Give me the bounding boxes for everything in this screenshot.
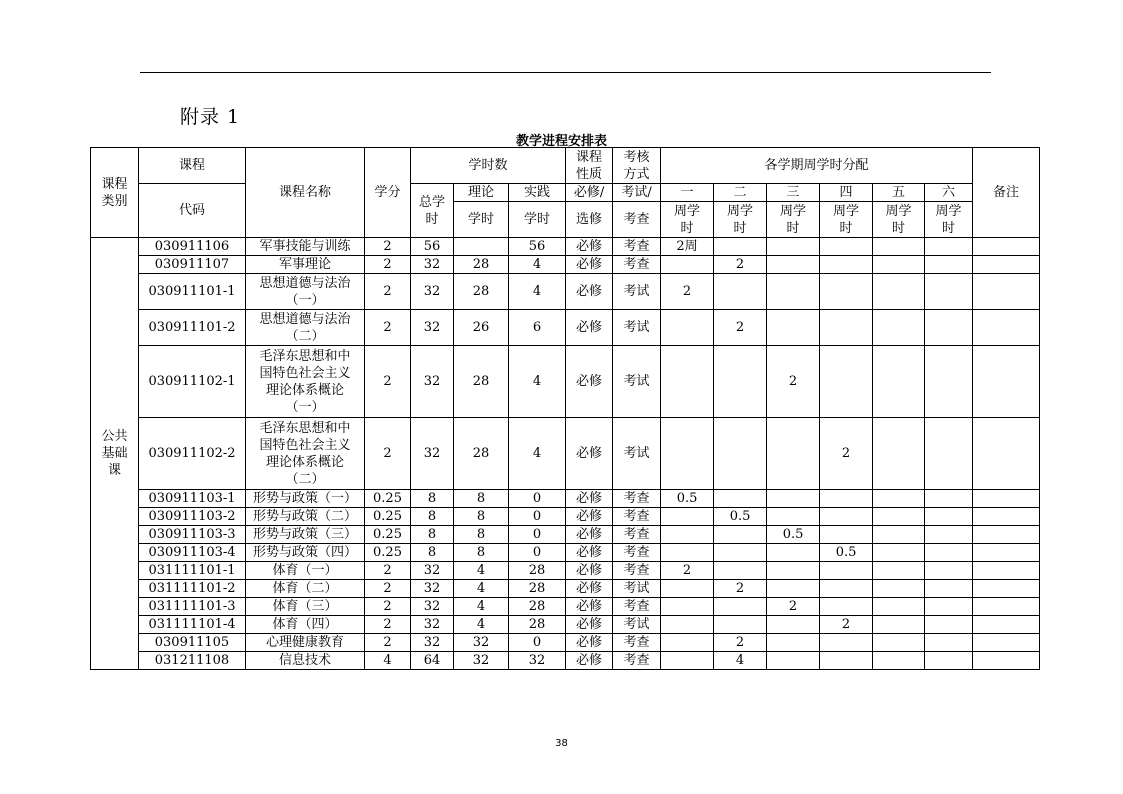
table-row (91, 238, 1040, 256)
table-row (91, 508, 1040, 526)
credit: 2 (365, 562, 411, 580)
course-code: 031111101-3 (139, 598, 246, 616)
credit: 0.25 (365, 490, 411, 508)
semester-2-hours (714, 418, 767, 490)
semester-1-hours (661, 508, 714, 526)
total-hours: 32 (411, 274, 454, 310)
theory-hours: 4 (454, 616, 509, 634)
credit: 2 (365, 274, 411, 310)
theory-hours: 8 (454, 544, 509, 562)
semester-1-hours (661, 418, 714, 490)
header-sem-unit: 周学 时 (820, 202, 873, 238)
semester-4-hours: 0.5 (820, 544, 873, 562)
header-category: 课程 类别 (91, 148, 139, 238)
remarks-cell (973, 490, 1040, 508)
semester-3-hours (767, 634, 820, 652)
exam-type: 考试 (613, 418, 661, 490)
header-semester-1: 一 (661, 184, 714, 202)
header-semester-3: 三 (767, 184, 820, 202)
course-nature: 必修 (566, 418, 613, 490)
course-nature: 必修 (566, 346, 613, 418)
header-semester-group: 各学期周学时分配 (661, 148, 973, 184)
semester-5-hours (873, 544, 925, 562)
semester-3-hours (767, 616, 820, 634)
theory-hours: 28 (454, 418, 509, 490)
remarks-cell (973, 598, 1040, 616)
semester-3-hours: 2 (767, 598, 820, 616)
header-semester-2: 二 (714, 184, 767, 202)
practice-hours: 28 (509, 616, 566, 634)
semester-3-hours (767, 310, 820, 346)
theory-hours: 26 (454, 310, 509, 346)
semester-6-hours (925, 274, 973, 310)
semester-4-hours (820, 652, 873, 670)
table-row (91, 256, 1040, 274)
course-code: 030911103-2 (139, 508, 246, 526)
semester-3-hours (767, 238, 820, 256)
semester-5-hours (873, 526, 925, 544)
semester-6-hours (925, 526, 973, 544)
total-hours: 64 (411, 652, 454, 670)
header-sem-unit: 周学 时 (661, 202, 714, 238)
remarks-cell (973, 238, 1040, 256)
practice-hours: 28 (509, 562, 566, 580)
total-hours: 8 (411, 526, 454, 544)
semester-5-hours (873, 310, 925, 346)
course-nature: 必修 (566, 508, 613, 526)
header-code-bottom: 代码 (139, 184, 246, 238)
course-nature: 必修 (566, 256, 613, 274)
total-hours: 32 (411, 634, 454, 652)
course-name: 体育（四） (246, 616, 365, 634)
practice-hours: 4 (509, 256, 566, 274)
course-name: 形势与政策（三） (246, 526, 365, 544)
semester-5-hours (873, 490, 925, 508)
course-name: 毛泽东思想和中 国特色社会主义 理论体系概论 （一） (246, 346, 365, 418)
semester-5-hours (873, 346, 925, 418)
remarks-cell (973, 634, 1040, 652)
exam-type: 考查 (613, 508, 661, 526)
semester-5-hours (873, 652, 925, 670)
credit: 2 (365, 580, 411, 598)
course-code: 030911107 (139, 256, 246, 274)
practice-hours: 4 (509, 346, 566, 418)
credit: 2 (365, 238, 411, 256)
total-hours: 32 (411, 562, 454, 580)
exam-type: 考查 (613, 562, 661, 580)
table-row (91, 634, 1040, 652)
semester-1-hours (661, 310, 714, 346)
practice-hours: 4 (509, 274, 566, 310)
table-row (91, 526, 1040, 544)
course-name: 体育（一） (246, 562, 365, 580)
theory-hours: 8 (454, 508, 509, 526)
semester-6-hours (925, 238, 973, 256)
credit: 2 (365, 598, 411, 616)
total-hours: 8 (411, 490, 454, 508)
semester-6-hours (925, 562, 973, 580)
practice-hours: 4 (509, 418, 566, 490)
course-nature: 必修 (566, 274, 613, 310)
course-code: 031111101-4 (139, 616, 246, 634)
semester-1-hours (661, 346, 714, 418)
exam-type: 考查 (613, 598, 661, 616)
semester-3-hours (767, 562, 820, 580)
semester-1-hours: 0.5 (661, 490, 714, 508)
semester-5-hours (873, 580, 925, 598)
category-cell: 公共 基础 课 (91, 238, 139, 670)
semester-2-hours: 4 (714, 652, 767, 670)
semester-6-hours (925, 418, 973, 490)
semester-2-hours (714, 598, 767, 616)
semester-5-hours (873, 616, 925, 634)
header-practice-bottom: 学时 (509, 202, 566, 238)
semester-2-hours (714, 238, 767, 256)
remarks-cell (973, 562, 1040, 580)
course-name: 形势与政策（二） (246, 508, 365, 526)
theory-hours: 28 (454, 256, 509, 274)
practice-hours: 0 (509, 508, 566, 526)
table-row (91, 580, 1040, 598)
course-code: 030911103-3 (139, 526, 246, 544)
table-row (91, 616, 1040, 634)
table-title: 教学进程安排表 (515, 134, 607, 149)
table-body (91, 238, 1040, 670)
semester-4-hours (820, 598, 873, 616)
semester-4-hours (820, 274, 873, 310)
course-code: 030911106 (139, 238, 246, 256)
semester-1-hours (661, 526, 714, 544)
table-row (91, 544, 1040, 562)
semester-3-hours: 2 (767, 346, 820, 418)
course-code: 030911101-2 (139, 310, 246, 346)
table-row (91, 490, 1040, 508)
header-nature-top: 课程 性质 (566, 148, 613, 184)
remarks-cell (973, 652, 1040, 670)
header-semester-6: 六 (925, 184, 973, 202)
semester-6-hours (925, 616, 973, 634)
semester-2-hours: 2 (714, 580, 767, 598)
practice-hours: 0 (509, 490, 566, 508)
semester-2-hours (714, 490, 767, 508)
course-name: 思想道德与法治 （一） (246, 274, 365, 310)
course-name: 毛泽东思想和中 国特色社会主义 理论体系概论 （二） (246, 418, 365, 490)
exam-type: 考查 (613, 652, 661, 670)
course-name: 体育（三） (246, 598, 365, 616)
exam-type: 考试 (613, 580, 661, 598)
remarks-cell (973, 616, 1040, 634)
theory-hours: 4 (454, 598, 509, 616)
course-nature: 必修 (566, 238, 613, 256)
remarks-cell (973, 346, 1040, 418)
header-credit: 学分 (365, 148, 411, 238)
course-name: 心理健康教育 (246, 634, 365, 652)
course-code: 031111101-1 (139, 562, 246, 580)
exam-type: 考查 (613, 490, 661, 508)
semester-6-hours (925, 580, 973, 598)
header-theory-bottom: 学时 (454, 202, 509, 238)
theory-hours: 28 (454, 346, 509, 418)
theory-hours: 8 (454, 526, 509, 544)
credit: 2 (365, 310, 411, 346)
semester-5-hours (873, 256, 925, 274)
course-name: 体育（二） (246, 580, 365, 598)
semester-2-hours: 2 (714, 634, 767, 652)
practice-hours: 0 (509, 526, 566, 544)
semester-4-hours (820, 490, 873, 508)
course-nature: 必修 (566, 580, 613, 598)
semester-1-hours (661, 598, 714, 616)
exam-type: 考查 (613, 238, 661, 256)
practice-hours: 6 (509, 310, 566, 346)
credit: 0.25 (365, 508, 411, 526)
semester-2-hours (714, 616, 767, 634)
exam-type: 考试 (613, 346, 661, 418)
credit: 0.25 (365, 544, 411, 562)
semester-5-hours (873, 274, 925, 310)
semester-2-hours: 2 (714, 310, 767, 346)
course-name: 军事理论 (246, 256, 365, 274)
practice-hours: 0 (509, 634, 566, 652)
semester-2-hours: 0.5 (714, 508, 767, 526)
course-name: 形势与政策（一） (246, 490, 365, 508)
exam-type: 考查 (613, 544, 661, 562)
header-remarks: 备注 (973, 148, 1040, 238)
semester-6-hours (925, 634, 973, 652)
table-row (91, 418, 1040, 490)
course-nature: 必修 (566, 490, 613, 508)
course-code: 031111101-2 (139, 580, 246, 598)
exam-type: 考查 (613, 634, 661, 652)
course-code: 030911101-1 (139, 274, 246, 310)
total-hours: 32 (411, 580, 454, 598)
semester-2-hours (714, 526, 767, 544)
semester-4-hours (820, 256, 873, 274)
exam-type: 考试 (613, 310, 661, 346)
table-row (91, 652, 1040, 670)
semester-1-hours: 2周 (661, 238, 714, 256)
remarks-cell (973, 310, 1040, 346)
semester-4-hours (820, 310, 873, 346)
credit: 2 (365, 616, 411, 634)
semester-5-hours (873, 562, 925, 580)
table-row (91, 562, 1040, 580)
practice-hours: 28 (509, 598, 566, 616)
semester-6-hours (925, 346, 973, 418)
semester-4-hours: 2 (820, 616, 873, 634)
semester-1-hours (661, 616, 714, 634)
practice-hours: 28 (509, 580, 566, 598)
theory-hours: 4 (454, 562, 509, 580)
header-exam-bottom: 考查 (613, 202, 661, 238)
header-exam-top: 考核 方式 (613, 148, 661, 184)
header-sem-unit: 周学 时 (873, 202, 925, 238)
semester-4-hours (820, 634, 873, 652)
semester-5-hours (873, 634, 925, 652)
semester-6-hours (925, 490, 973, 508)
semester-5-hours (873, 238, 925, 256)
semester-6-hours (925, 310, 973, 346)
course-nature: 必修 (566, 562, 613, 580)
course-nature: 必修 (566, 526, 613, 544)
course-nature: 必修 (566, 310, 613, 346)
header-practice-top: 实践 (509, 184, 566, 202)
semester-4-hours (820, 508, 873, 526)
header-total-hours: 总学 时 (411, 184, 454, 238)
course-nature: 必修 (566, 544, 613, 562)
semester-6-hours (925, 256, 973, 274)
semester-3-hours (767, 652, 820, 670)
semester-3-hours (767, 490, 820, 508)
course-code: 030911103-1 (139, 490, 246, 508)
semester-6-hours (925, 508, 973, 526)
semester-1-hours: 2 (661, 274, 714, 310)
table-row (91, 274, 1040, 310)
semester-2-hours (714, 562, 767, 580)
course-nature: 必修 (566, 598, 613, 616)
header-sem-unit: 周学 时 (925, 202, 973, 238)
semester-3-hours (767, 418, 820, 490)
semester-4-hours: 2 (820, 418, 873, 490)
semester-1-hours (661, 580, 714, 598)
theory-hours: 28 (454, 274, 509, 310)
course-nature: 必修 (566, 652, 613, 670)
semester-5-hours (873, 418, 925, 490)
exam-type: 考查 (613, 526, 661, 544)
header-hours-group: 学时数 (411, 148, 566, 184)
remarks-cell (973, 526, 1040, 544)
semester-2-hours (714, 544, 767, 562)
table-row (91, 346, 1040, 418)
semester-4-hours (820, 580, 873, 598)
semester-3-hours (767, 544, 820, 562)
course-name: 思想道德与法治 （二） (246, 310, 365, 346)
semester-1-hours (661, 652, 714, 670)
semester-5-hours (873, 508, 925, 526)
semester-3-hours (767, 256, 820, 274)
course-name: 形势与政策（四） (246, 544, 365, 562)
total-hours: 32 (411, 418, 454, 490)
semester-1-hours (661, 544, 714, 562)
semester-5-hours (873, 598, 925, 616)
semester-3-hours (767, 274, 820, 310)
total-hours: 32 (411, 616, 454, 634)
header-exam-mid: 考试/ (613, 184, 661, 202)
table-row (91, 310, 1040, 346)
header-rule (140, 72, 991, 73)
credit: 2 (365, 346, 411, 418)
course-code: 031211108 (139, 652, 246, 670)
course-code: 030911102-2 (139, 418, 246, 490)
course-nature: 必修 (566, 616, 613, 634)
semester-3-hours (767, 508, 820, 526)
header-nature-mid: 必修/ (566, 184, 613, 202)
header-semester-4: 四 (820, 184, 873, 202)
total-hours: 56 (411, 238, 454, 256)
theory-hours: 32 (454, 634, 509, 652)
semester-2-hours: 2 (714, 256, 767, 274)
exam-type: 考查 (613, 256, 661, 274)
credit: 0.25 (365, 526, 411, 544)
course-code: 030911103-4 (139, 544, 246, 562)
semester-3-hours: 0.5 (767, 526, 820, 544)
remarks-cell (973, 580, 1040, 598)
header-code-top: 课程 (139, 148, 246, 184)
total-hours: 32 (411, 256, 454, 274)
semester-1-hours: 2 (661, 562, 714, 580)
teaching-schedule-table (90, 147, 1040, 670)
credit: 4 (365, 652, 411, 670)
practice-hours: 32 (509, 652, 566, 670)
exam-type: 考试 (613, 274, 661, 310)
remarks-cell (973, 274, 1040, 310)
remarks-cell (973, 544, 1040, 562)
total-hours: 8 (411, 508, 454, 526)
semester-1-hours (661, 634, 714, 652)
semester-6-hours (925, 598, 973, 616)
semester-4-hours (820, 526, 873, 544)
course-name: 信息技术 (246, 652, 365, 670)
course-nature: 必修 (566, 634, 613, 652)
semester-6-hours (925, 544, 973, 562)
exam-type: 考试 (613, 616, 661, 634)
credit: 2 (365, 418, 411, 490)
theory-hours: 8 (454, 490, 509, 508)
header-name: 课程名称 (246, 148, 365, 238)
page-number: 38 (555, 738, 568, 749)
semester-4-hours (820, 562, 873, 580)
credit: 2 (365, 256, 411, 274)
remarks-cell (973, 256, 1040, 274)
remarks-cell (973, 508, 1040, 526)
total-hours: 8 (411, 544, 454, 562)
header-theory-top: 理论 (454, 184, 509, 202)
course-name: 军事技能与训练 (246, 238, 365, 256)
semester-2-hours (714, 346, 767, 418)
practice-hours: 56 (509, 238, 566, 256)
appendix-title: 附录 1 (180, 106, 241, 128)
theory-hours: 4 (454, 580, 509, 598)
semester-1-hours (661, 256, 714, 274)
total-hours: 32 (411, 310, 454, 346)
header-sem-unit: 周学 时 (714, 202, 767, 238)
course-code: 030911102-1 (139, 346, 246, 418)
remarks-cell (973, 418, 1040, 490)
semester-2-hours (714, 274, 767, 310)
total-hours: 32 (411, 598, 454, 616)
course-code: 030911105 (139, 634, 246, 652)
semester-6-hours (925, 652, 973, 670)
theory-hours (454, 238, 509, 256)
theory-hours: 32 (454, 652, 509, 670)
header-nature-bottom: 选修 (566, 202, 613, 238)
header-sem-unit: 周学 时 (767, 202, 820, 238)
semester-3-hours (767, 580, 820, 598)
total-hours: 32 (411, 346, 454, 418)
practice-hours: 0 (509, 544, 566, 562)
table-row (91, 598, 1040, 616)
header-semester-5: 五 (873, 184, 925, 202)
semester-4-hours (820, 238, 873, 256)
semester-4-hours (820, 346, 873, 418)
credit: 2 (365, 634, 411, 652)
